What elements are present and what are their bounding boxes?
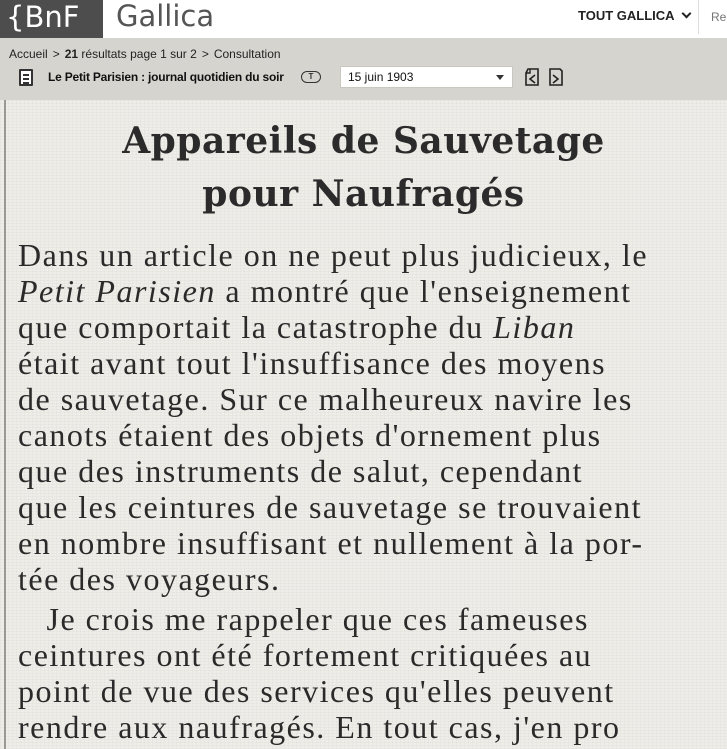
search-scope-dropdown[interactable] — [578, 0, 690, 34]
article-line: Petit Parisien a montré que l'enseignement — [18, 273, 632, 309]
article-line: rendre aux naufragés. En tout cas, j'en pro — [18, 709, 621, 745]
site-title[interactable]: Gallica — [116, 0, 215, 33]
article-line: ceintures ont été fortement critiquées au — [18, 637, 593, 673]
document-icon[interactable] — [19, 69, 33, 86]
article-line: que des instruments de salut, cependant — [18, 453, 584, 489]
article-heading-line-2: pour Naufragés — [202, 173, 525, 215]
document-title: Le Petit Parisien : journal quotidien du soir — [48, 70, 284, 84]
article-line: canots étaient des objets d'ornement plus — [18, 417, 602, 453]
breadcrumb — [9, 47, 281, 61]
issue-date-dropdown[interactable] — [340, 66, 513, 88]
article-heading-line-1: Appareils de Sauvetage — [122, 120, 605, 162]
breadcrumb-home-link[interactable]: Accueil — [9, 47, 48, 61]
bnf-logo[interactable]: {BnF — [0, 0, 103, 38]
article-line: en nombre insuffisant et nullement à la por- — [18, 525, 644, 561]
breadcrumb-separator: > — [201, 47, 209, 61]
issue-date-value: 15 juin 1903 — [348, 70, 414, 84]
article-line: de sauvetage. Sur ce malheureux navire les — [18, 381, 633, 417]
page-viewer[interactable] — [0, 100, 727, 749]
previous-issue-icon[interactable] — [523, 67, 541, 87]
article-line: Dans un article on ne peut plus judicieux, le — [18, 237, 649, 273]
search-input[interactable] — [698, 0, 727, 34]
article-italic: Petit Parisien — [18, 273, 216, 309]
breadcrumb-current: Consultation — [213, 47, 281, 61]
article-line: que comportait la catastrophe du Liban — [18, 309, 576, 345]
article-line: tée des voyageurs. — [18, 561, 281, 597]
article-line: point de vue des services qu'elles peuvent — [18, 673, 615, 709]
article-line: Je crois me rappeler que ces fameuses — [18, 601, 589, 637]
search-scope-label: TOUT GALLICA — [578, 8, 675, 23]
article-italic: Liban — [493, 309, 576, 345]
dropdown-caret-icon — [496, 75, 504, 80]
breadcrumb-results-count[interactable]: 21 — [64, 47, 79, 61]
text-mode-icon[interactable]: T — [301, 71, 321, 83]
article-line: que les ceintures de sauvetage se trouvaient — [18, 489, 642, 525]
breadcrumb-separator: > — [52, 47, 60, 61]
top-header — [0, 0, 727, 38]
next-issue-icon[interactable] — [547, 67, 565, 87]
chevron-down-icon — [681, 9, 691, 19]
viewer-toolbar — [0, 38, 727, 100]
article-line: était avant tout l'insuffisance des moyens — [18, 345, 607, 381]
breadcrumb-results-link[interactable]: résultats page 1 sur 2 — [81, 47, 197, 61]
